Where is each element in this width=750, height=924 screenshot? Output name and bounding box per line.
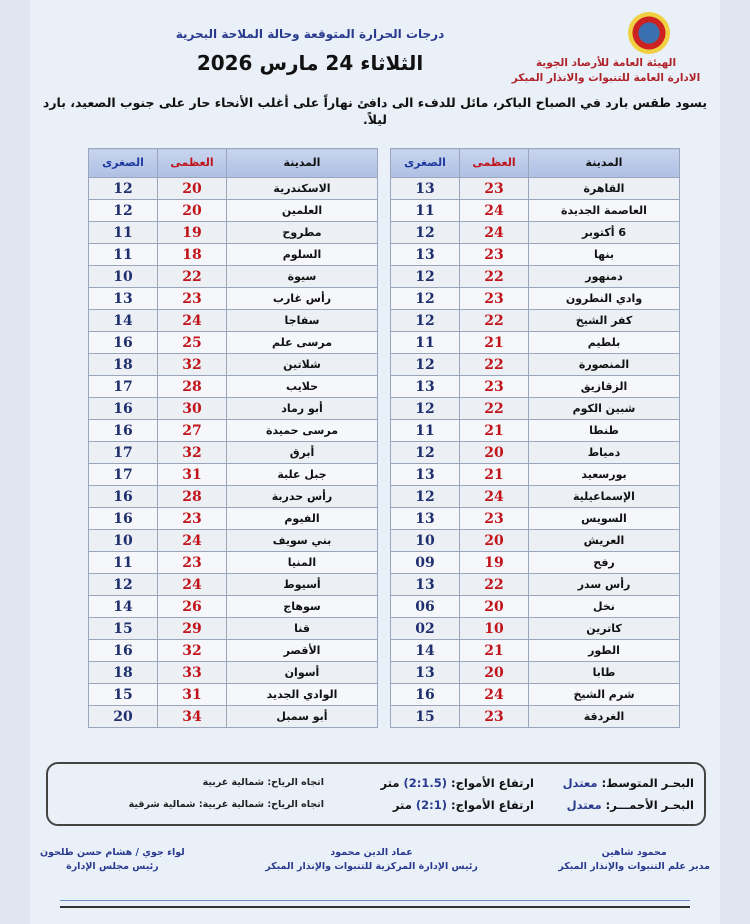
max-temp: 22 [460,398,529,420]
city-name: سيوة [227,266,378,288]
signature-3 [40,846,185,874]
max-temp: 32 [158,354,227,376]
sea-state: معتدل [562,776,598,790]
max-temp: 19 [158,222,227,244]
max-temp: 24 [158,530,227,552]
min-temp: 17 [89,376,158,398]
min-temp: 17 [89,464,158,486]
max-temp: 21 [460,332,529,354]
min-temp: 13 [391,464,460,486]
table-row [391,310,680,332]
max-temp: 31 [158,684,227,706]
table-row [89,200,378,222]
header-city: المدينة [529,149,680,178]
city-name: رأس سدر [529,574,680,596]
max-temp: 34 [158,706,227,728]
table-row [391,288,680,310]
wave-unit: متر [380,776,400,790]
sea-name: البحـر المتوسط: [601,776,694,790]
max-temp: 22 [460,266,529,288]
min-temp: 13 [391,244,460,266]
table-row [391,662,680,684]
min-temp: 10 [391,530,460,552]
max-temp: 24 [158,310,227,332]
city-name: العلمين [227,200,378,222]
city-name: نخل [529,596,680,618]
max-temp: 23 [460,706,529,728]
city-name: أسوان [227,662,378,684]
city-name: مرسى علم [227,332,378,354]
max-temp: 29 [158,618,227,640]
max-temp: 21 [460,420,529,442]
city-name: مرسى حميدة [227,420,378,442]
table-header-row [391,149,680,178]
table-row [89,662,378,684]
table-row [89,552,378,574]
min-temp: 11 [89,244,158,266]
min-temp: 12 [391,486,460,508]
min-temp: 14 [89,596,158,618]
table-row [391,486,680,508]
min-temp: 02 [391,618,460,640]
wind-direction: اتجاه الرياح: شمالية غربية [202,777,324,788]
city-name: العريش [529,530,680,552]
city-name: سوهاج [227,596,378,618]
table-row [391,354,680,376]
city-name: شلاتين [227,354,378,376]
min-temp: 14 [391,640,460,662]
min-temp: 11 [89,222,158,244]
max-temp: 30 [158,398,227,420]
min-temp: 15 [89,684,158,706]
min-temp: 15 [391,706,460,728]
min-temp: 13 [89,288,158,310]
header-max: العظمى [460,149,529,178]
signature-title: مدير علم التنبوات والإنذار المبكر [558,861,710,872]
min-temp: 16 [89,420,158,442]
signature-name: عماد الدين محمود [330,847,413,858]
table-row [391,332,680,354]
table-row [89,222,378,244]
table-row [89,684,378,706]
forecast-text: يسود طقس بارد في الصباح الباكر، مائل للدفء الى دافئ نهاراً على أغلب الأنحاء حار على جنوب الصعيد، بارد ليلاً. [42,95,708,127]
city-name: القاهرة [529,178,680,200]
max-temp: 20 [158,200,227,222]
max-temp: 20 [460,530,529,552]
header-max: العظمى [158,149,227,178]
max-temp: 21 [460,640,529,662]
footer-divider [60,906,690,908]
signature-title: رئيس مجلس الإدارة [66,861,159,872]
max-temp: 23 [460,508,529,530]
min-temp: 15 [89,618,158,640]
max-temp: 24 [158,574,227,596]
table-row [89,618,378,640]
min-temp: 18 [89,354,158,376]
table-row [89,442,378,464]
city-name: أبو رماد [227,398,378,420]
min-temp: 12 [391,354,460,376]
min-temp: 11 [89,552,158,574]
min-temp: 16 [89,332,158,354]
city-name: الأقصر [227,640,378,662]
table-row [391,530,680,552]
max-temp: 32 [158,442,227,464]
table-row [89,266,378,288]
city-name: بني سويف [227,530,378,552]
signature-1 [558,846,710,874]
min-temp: 13 [391,574,460,596]
min-temp: 14 [89,310,158,332]
min-temp: 18 [89,662,158,684]
bulletin-date: الثلاثاء 24 مارس 2026 [196,51,424,75]
city-name: وادي النطرون [529,288,680,310]
table-row [89,178,378,200]
city-name: دمياط [529,442,680,464]
table-row [391,596,680,618]
table-row [89,464,378,486]
max-temp: 21 [460,464,529,486]
max-temp: 20 [460,662,529,684]
max-temp: 18 [158,244,227,266]
min-temp: 13 [391,178,460,200]
city-name: كفر الشيخ [529,310,680,332]
city-name: 6 أكتوبر [529,222,680,244]
min-temp: 16 [89,640,158,662]
table-row [391,200,680,222]
min-temp: 11 [391,200,460,222]
table-row [89,508,378,530]
ema-logo [628,12,670,54]
max-temp: 23 [158,508,227,530]
sea-state: معتدل [566,798,602,812]
city-name: الاسكندرية [227,178,378,200]
wave-unit: متر [392,798,412,812]
min-temp: 17 [89,442,158,464]
max-temp: 24 [460,222,529,244]
table-row [391,684,680,706]
table-row [391,398,680,420]
header-city: المدينة [227,149,378,178]
table-row [391,442,680,464]
city-name: الوادي الجديد [227,684,378,706]
max-temp: 24 [460,486,529,508]
max-temp: 23 [460,376,529,398]
table-row [89,398,378,420]
table-row [391,244,680,266]
max-temp: 23 [460,244,529,266]
org-line-1: الهيئة العامة للأرصاد الجوية [535,57,677,69]
city-name: طنطا [529,420,680,442]
table-row [391,222,680,244]
min-temp: 12 [391,398,460,420]
sea-row-red-sea [48,794,704,816]
table-row [89,310,378,332]
table-row [89,486,378,508]
min-temp: 20 [89,706,158,728]
city-name: جبل علبة [227,464,378,486]
min-temp: 06 [391,596,460,618]
wave-label: ارتفاع الأمواج: [451,798,534,812]
max-temp: 24 [460,684,529,706]
city-name: بنها [529,244,680,266]
max-temp: 28 [158,486,227,508]
bulletin-subtitle: درجات الحرارة المتوقعة وحالة الملاحة البحرية [175,27,445,41]
max-temp: 23 [158,288,227,310]
table-row [89,640,378,662]
temperature-table-left [88,148,378,728]
city-name: رفح [529,552,680,574]
min-temp: 16 [89,398,158,420]
table-row [89,574,378,596]
min-temp: 12 [391,288,460,310]
min-temp: 09 [391,552,460,574]
table-row [391,640,680,662]
city-name: الفيوم [227,508,378,530]
min-temp: 13 [391,662,460,684]
min-temp: 11 [391,332,460,354]
min-temp: 12 [391,266,460,288]
table-row [89,376,378,398]
max-temp: 27 [158,420,227,442]
table-row [89,354,378,376]
max-temp: 19 [460,552,529,574]
max-temp: 32 [158,640,227,662]
city-name: السويس [529,508,680,530]
max-temp: 23 [460,178,529,200]
table-row [89,706,378,728]
max-temp: 25 [158,332,227,354]
wind-direction: اتجاه الرياح: شمالية غربية: شمالية شرقية [128,799,324,810]
city-name: رأس غارب [227,288,378,310]
city-name: بورسعيد [529,464,680,486]
min-temp: 12 [391,222,460,244]
sea-row-mediterranean [48,772,704,794]
min-temp: 10 [89,266,158,288]
table-row [391,508,680,530]
city-name: رأس حدربة [227,486,378,508]
table-row [391,706,680,728]
temperature-table-right [390,148,680,728]
city-name: المنصورة [529,354,680,376]
min-temp: 12 [89,574,158,596]
table-row [391,618,680,640]
table-row [89,288,378,310]
min-temp: 11 [391,420,460,442]
table-row [89,596,378,618]
table-row [89,244,378,266]
min-temp: 16 [391,684,460,706]
header-min: الصغرى [89,149,158,178]
city-name: العاصمة الجديدة [529,200,680,222]
table-row [89,332,378,354]
city-name: أبو سمبل [227,706,378,728]
wave-label: ارتفاع الأمواج: [451,776,534,790]
max-temp: 33 [158,662,227,684]
city-name: قنا [227,618,378,640]
wave-height: (2:1.5) [403,776,447,790]
min-temp: 16 [89,486,158,508]
table-row [89,530,378,552]
table-row [391,178,680,200]
max-temp: 23 [158,552,227,574]
city-name: شبين الكوم [529,398,680,420]
table-row [391,266,680,288]
max-temp: 10 [460,618,529,640]
min-temp: 12 [89,178,158,200]
table-row [391,464,680,486]
table-row [391,552,680,574]
table-row [391,420,680,442]
sea-name: البحـر الأحمـــر: [605,798,694,812]
max-temp: 31 [158,464,227,486]
min-temp: 12 [391,442,460,464]
min-temp: 12 [391,310,460,332]
city-name: الطور [529,640,680,662]
max-temp: 22 [460,310,529,332]
max-temp: 23 [460,288,529,310]
table-row [89,420,378,442]
city-name: طابا [529,662,680,684]
wave-height: (2:1) [415,798,447,812]
signature-name: محمود شاهين [601,847,667,858]
min-temp: 10 [89,530,158,552]
min-temp: 13 [391,376,460,398]
signature-title: رئيس الإدارة المركزية للتنبوات والإنذار المبكر [265,861,478,872]
sea-conditions-box [46,762,706,826]
max-temp: 26 [158,596,227,618]
city-name: الزقازيق [529,376,680,398]
city-name: دمنهور [529,266,680,288]
city-name: أسيوط [227,574,378,596]
table-row [391,376,680,398]
max-temp: 20 [158,178,227,200]
max-temp: 22 [460,574,529,596]
max-temp: 22 [460,354,529,376]
city-name: المنيا [227,552,378,574]
max-temp: 20 [460,442,529,464]
org-line-2: الادارة العامة للتنبوات والانذار المبكر [511,72,701,84]
max-temp: 28 [158,376,227,398]
footer-contact-line [60,896,690,901]
city-name: السلوم [227,244,378,266]
min-temp: 13 [391,508,460,530]
signatures [40,846,710,874]
city-name: الغردقة [529,706,680,728]
min-temp: 16 [89,508,158,530]
city-name: الإسماعيلية [529,486,680,508]
signature-2 [265,846,478,874]
city-name: شرم الشيخ [529,684,680,706]
max-temp: 20 [460,596,529,618]
signature-name: لواء جوي / هشام حسن طلحون [40,847,185,858]
table-header-row [89,149,378,178]
max-temp: 24 [460,200,529,222]
header-min: الصغرى [391,149,460,178]
city-name: كاترين [529,618,680,640]
max-temp: 22 [158,266,227,288]
city-name: سفاجا [227,310,378,332]
organization-name [506,56,706,86]
city-name: أبرق [227,442,378,464]
city-name: حلايب [227,376,378,398]
table-row [391,574,680,596]
city-name: مطروح [227,222,378,244]
min-temp: 12 [89,200,158,222]
city-name: بلطيم [529,332,680,354]
